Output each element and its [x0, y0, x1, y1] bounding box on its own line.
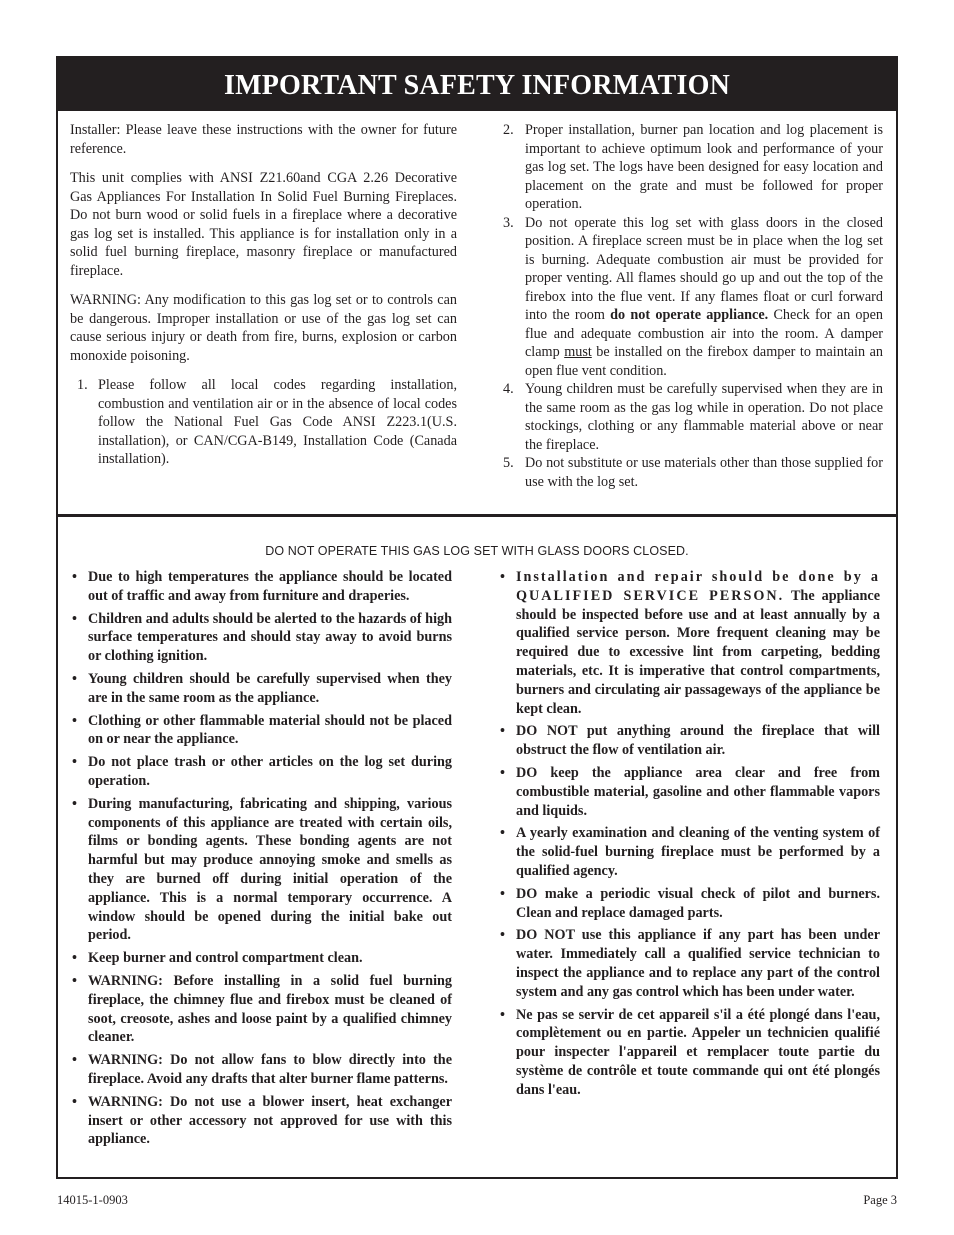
item-text: Do not substitute or use materials other than those supplied for use with the log set.	[525, 455, 883, 490]
bullet-icon: •	[500, 927, 505, 944]
bullet-text: Young children should be carefully supervised when they are in the same room as the appliance.	[88, 670, 452, 706]
item-text: Check for an open flue and adequate combustion air into the room. A damper clamp	[525, 307, 883, 360]
list-item	[503, 454, 883, 491]
bullet-item	[70, 795, 452, 945]
safety-info-panel	[56, 56, 898, 516]
bullet-text: WARNING: Before installing in a solid fuel burning fireplace, the chimney flue and firebox must be cleaned of soot, creosote, ashes and loose paint by a qualified chimney cleaner.	[88, 972, 452, 1046]
bullet-icon: •	[72, 795, 77, 812]
page-title: IMPORTANT SAFETY INFORMATION	[58, 58, 896, 111]
bullet-item	[70, 712, 452, 750]
bullet-item	[498, 722, 880, 760]
item-text: Proper installation, burner pan location and log placement is important to achieve optimum look and performance of your gas log set. The logs have been designed for easy location and placement on the grate and must be followed for proper operation.	[525, 122, 883, 212]
warnings-right-column	[498, 568, 880, 1104]
item-number: 4.	[503, 381, 514, 397]
list-item	[70, 376, 457, 469]
bullet-text: A yearly examination and cleaning of the venting system of the solid-fuel burning fireplace must be performed by a qualified agency.	[516, 825, 880, 879]
bullet-icon: •	[72, 972, 77, 989]
bullet-text: DO NOT put anything around the fireplace that will obstruct the flow of ventilation air.	[516, 723, 880, 759]
bullet-item	[70, 610, 452, 666]
item-number: 2.	[503, 122, 514, 138]
item-text: be installed on the firebox damper to maintain an open flue vent condition.	[525, 344, 883, 379]
bullet-item	[498, 824, 880, 880]
bullet-text: Due to high temperatures the appliance should be located out of traffic and away from furniture and draperies.	[88, 569, 452, 604]
item-number: 3.	[503, 214, 514, 231]
warnings-left-column	[70, 568, 452, 1153]
bullet-icon: •	[500, 1006, 505, 1023]
bullet-text: Clothing or other flammable material should not be placed on or near the appliance.	[88, 712, 452, 748]
bullet-icon: •	[72, 1093, 77, 1110]
list-item	[503, 380, 883, 454]
bullet-item	[70, 972, 452, 1047]
bullet-icon: •	[72, 712, 77, 729]
bullet-item	[498, 568, 880, 718]
bullet-item	[70, 753, 452, 791]
bullet-item	[70, 568, 452, 606]
installer-note: Installer: Please leave these instructions with the owner for future reference.	[70, 122, 457, 157]
item-text: Please follow all local codes regarding installation, combustion and ventilation air or in the absence of local codes follow the National Fuel Gas Code ANSI Z223.1(U.S. installation), or CAN/CGA-B149, Installation Code (Canada installation).	[98, 377, 457, 467]
bullet-item	[70, 1051, 452, 1089]
bullet-item	[70, 670, 452, 708]
bullet-item	[498, 885, 880, 923]
bullet-item	[498, 926, 880, 1001]
bullet-text: DO NOT use this appliance if any part has been under water. Immediately call a qualified service technician to inspect the appliance and to replace any part of the control system and any gas control which has been under water.	[516, 927, 880, 1000]
item-number: 1.	[77, 377, 88, 393]
list-item	[503, 214, 883, 381]
bullet-text: The appliance should be inspected before use and at least annually by a qualified service person. More frequent cleaning may be required due to excessive lint from carpeting, bedding materials, etc. It is imperative that control compartments, burners and circulating air passageways of the appliance be kept clean.	[516, 587, 880, 717]
warnings-left-list	[70, 568, 452, 1149]
bullet-text: During manufacturing, fabricating and shipping, various components of this appliance are treated with certain oils, films or bonding agents. These bonding agents are not harmful but may produce annoying smoke and smells as they are burned off during initial operation of the appliance. This is a normal temporary occurrence. A window should be opened during the initial bake out period.	[88, 795, 452, 944]
warnings-panel	[56, 515, 898, 1179]
item-text: Young children must be carefully supervised when they are in the same room as the gas log while in operation. Do not place stockings, clothing or any flammable material above or near the fireplace.	[525, 381, 883, 453]
bullet-icon: •	[500, 885, 505, 902]
page-number: Page 3	[863, 1193, 897, 1207]
bullet-item	[498, 764, 880, 820]
bullet-icon: •	[500, 723, 505, 740]
list-item	[503, 121, 883, 214]
bullet-text: DO keep the appliance area clear and free from combustible material, gasoline and other flammable vapors and liquids.	[516, 764, 880, 819]
bullet-text-spaced: Installation and repair should be done by a QUALIFIED SERVICE PERSON.	[516, 569, 880, 604]
bullet-icon: •	[72, 950, 77, 967]
bullet-text: WARNING: Do not allow fans to blow directly into the fireplace. Avoid any drafts that alter burner flame patterns.	[88, 1052, 452, 1087]
bullet-text: Keep burner and control compartment clean.	[88, 950, 363, 967]
bullet-icon: •	[500, 569, 505, 585]
bullet-icon: •	[72, 754, 77, 771]
bullet-icon: •	[500, 825, 505, 842]
warnings-right-list	[498, 568, 880, 1100]
item-number: 5.	[503, 455, 514, 471]
bullet-item	[498, 1006, 880, 1100]
modification-warning: WARNING: Any modification to this gas log set or to controls can be dangerous. Improper installation or use of the gas log set can cause serious injury or death from fire, burns, explosion or carbon monoxide poisoning.	[70, 292, 457, 364]
item-text: Do not operate this log set with glass doors in the closed position. A fireplace screen must be in place when the log set is burning. Adequate combustion air must be provided for proper venting. All flames should go up and out the top of the firebox into the flue vent. If any flames float or curl forward into the room	[525, 214, 883, 323]
bullet-item	[70, 1093, 452, 1149]
intro-left-column	[70, 121, 457, 469]
document-number: 14015-1-0903	[57, 1193, 128, 1207]
glass-doors-notice: DO NOT OPERATE THIS GAS LOG SET WITH GLASS DOORS CLOSED.	[265, 544, 689, 558]
bullet-icon: •	[72, 569, 77, 585]
numbered-list-left	[70, 376, 457, 469]
bullet-text: WARNING: Do not use a blower insert, heat exchanger insert or other accessory not approved for use with this appliance.	[88, 1093, 452, 1148]
bullet-icon: •	[500, 764, 505, 781]
bullet-text: DO make a periodic visual check of pilot and burners. Clean and replace damaged parts.	[516, 885, 880, 921]
bullet-icon: •	[72, 670, 77, 687]
item-bold-text: do not operate appliance.	[610, 307, 769, 323]
bullet-text: Children and adults should be alerted to the hazards of high surface temperatures and should stay away to avoid burns or clothing ignition.	[88, 610, 452, 665]
bullet-item	[70, 949, 452, 968]
item-underlined-text: must	[564, 344, 592, 360]
bullet-icon: •	[72, 1052, 77, 1069]
compliance-paragraph: This unit complies with ANSI Z21.60and CGA 2.26 Decorative Gas Appliances For Installation In Solid Fuel Burning Fireplaces. Do not burn wood or solid fuels in a fireplace where a decorative gas log set is installed. This appliance is for installation only in a solid fuel burning fireplace, masonry fireplace or manufactured fireplace.	[70, 170, 457, 279]
bullet-text: Ne pas se servir de cet appareil s'il a été plongé dans l'eau, complètement ou en partie. Appeler un technicien qualifié pour inspecter l'appareil et remplacer toute partie du système de contrôle et toute commande qui ont été plongés dans l'eau.	[516, 1006, 880, 1098]
bullet-icon: •	[72, 610, 77, 627]
intro-right-column	[503, 121, 883, 491]
bullet-text: Do not place trash or other articles on the log set during operation.	[88, 754, 452, 789]
numbered-list-right	[503, 121, 883, 491]
